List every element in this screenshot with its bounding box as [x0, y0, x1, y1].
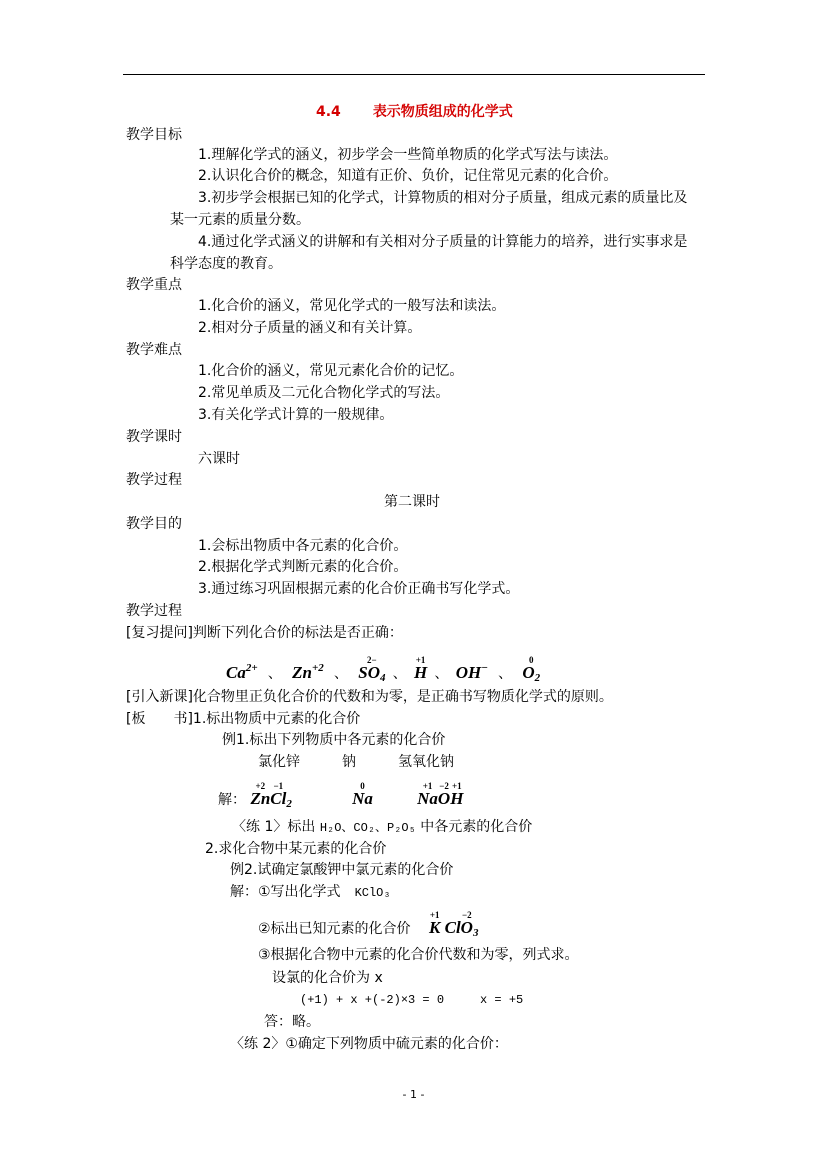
- difficulty-item-3: 3.有关化学式计算的一般规律。: [198, 407, 394, 423]
- process-heading: 教学过程: [126, 472, 182, 488]
- process-heading-2: 教学过程: [126, 603, 182, 619]
- board-text: [板 书]1.标出物质中元素的化合价: [126, 711, 361, 727]
- formula-so4: 2− $SO_4$: [358, 655, 386, 684]
- title-text: 表示物质组成的化学式: [372, 104, 513, 120]
- aim-item-2: 2.根据化学式判断元素的化合价。: [198, 559, 408, 575]
- goal-item-1: 1.理解化学式的涵义，初步学会一些简单物质的化学式写法与读法。: [198, 147, 618, 163]
- key-item-1: 1.化合价的涵义，常见化学式的一般写法和读法。: [198, 298, 506, 314]
- difficulty-heading: 教学难点: [126, 342, 182, 358]
- review-question: [复习提问]判断下列化合价的标法是否正确：: [126, 625, 403, 641]
- step-3: ③根据化合物中元素的化合价代数和为零，列式求。: [258, 947, 579, 963]
- hours-heading: 教学课时: [126, 429, 182, 445]
- page-number: - 1 -: [402, 1088, 425, 1101]
- goal-item-4b: 科学态度的教育。: [170, 256, 282, 272]
- formula-kclo3: +1 K Cl −2 $O_3$: [429, 910, 479, 939]
- equation-line: (+1) + x +(-2)×3 = 0 x = +5: [300, 993, 524, 1007]
- example-2: 例2.试确定氯酸钾中氯元素的化合价: [230, 862, 454, 878]
- difficulty-item-1: 1.化合价的涵义，常见元素化合价的记忆。: [198, 363, 464, 379]
- goal-item-3b: 某一元素的质量分数。: [170, 212, 310, 228]
- goal-item-2: 2.认识化合价的概念，知道有正价、负价，记住常见元素的化合价。: [198, 168, 618, 184]
- example-1: 例1.标出下列物质中各元素的化合价: [222, 732, 446, 748]
- key-heading: 教学重点: [126, 277, 182, 293]
- section-number: 4.4: [316, 104, 341, 120]
- goal-item-3a: 3.初步学会根据已知的化学式，计算物质的相对分子质量，组成元素的质量比及: [198, 190, 688, 206]
- formula-na: 0 Na: [352, 781, 373, 808]
- key-item-2: 2.相对分子质量的涵义和有关计算。: [198, 320, 422, 336]
- header-rule: [123, 74, 705, 75]
- aim-item-3: 3.通过练习巩固根据元素的化合价正确书写化学式。: [198, 581, 520, 597]
- formula-h: +1 H: [413, 655, 428, 682]
- goal-heading: 教学目标: [126, 127, 182, 143]
- formula-o2: 0 $O_2$: [522, 655, 541, 684]
- formula-naoh: +1 Na −2 O +1 H: [417, 781, 464, 808]
- example-1-items: 氯化锌 钠 氢氧化钠: [258, 754, 454, 770]
- part-2-heading: 2.求化合物中某元素的化合价: [205, 841, 387, 857]
- goal-item-4a: 4.通过化学式涵义的讲解和有关相对分子质量的计算能力的培养，进行实事求是: [198, 234, 688, 250]
- aim-heading: 教学目的: [126, 516, 182, 532]
- difficulty-item-2: 2.常见单质及二元化合物化学式的写法。: [198, 385, 450, 401]
- step-1: 解：①写出化学式 KClO₃: [230, 884, 391, 900]
- practice-2: 〈练 2〉①确定下列物质中硫元素的化合价：: [230, 1036, 508, 1052]
- answer-label: 解：: [218, 792, 246, 808]
- page-title: [316, 103, 513, 121]
- answer-line: 答：略。: [264, 1014, 320, 1030]
- suppose-line: 设氯的化合价为 x: [272, 970, 383, 986]
- practice-1: 〈练 1〉标出 H₂O、CO₂、P₂O₅ 中各元素的化合价: [232, 819, 533, 835]
- step-2: ②标出已知元素的化合价 +1 K Cl −2 $O_3$: [258, 910, 479, 939]
- review-formulas: $Ca^{2+}$ 、 $Zn^{+2}$ 、 2− $SO_4$ 、 +1 H 、 OH− 、 0 $O_2$: [226, 659, 540, 687]
- hours-value: 六课时: [198, 451, 240, 467]
- formula-zncl2: +2 Zn −1 $Cl_2$: [250, 781, 292, 810]
- lesson-title: 第二课时: [384, 494, 440, 510]
- intro-text: [引入新课]化合物里正负化合价的代数和为零，是正确书写物质化学式的原则。: [126, 689, 613, 705]
- formula-ca: $Ca^{2+}$: [226, 662, 258, 682]
- aim-item-1: 1.会标出物质中各元素的化合价。: [198, 538, 408, 554]
- example-1-answer: [218, 781, 464, 813]
- formula-oh: OH−: [455, 662, 488, 682]
- formula-zn: $Zn^{+2}$: [292, 662, 324, 682]
